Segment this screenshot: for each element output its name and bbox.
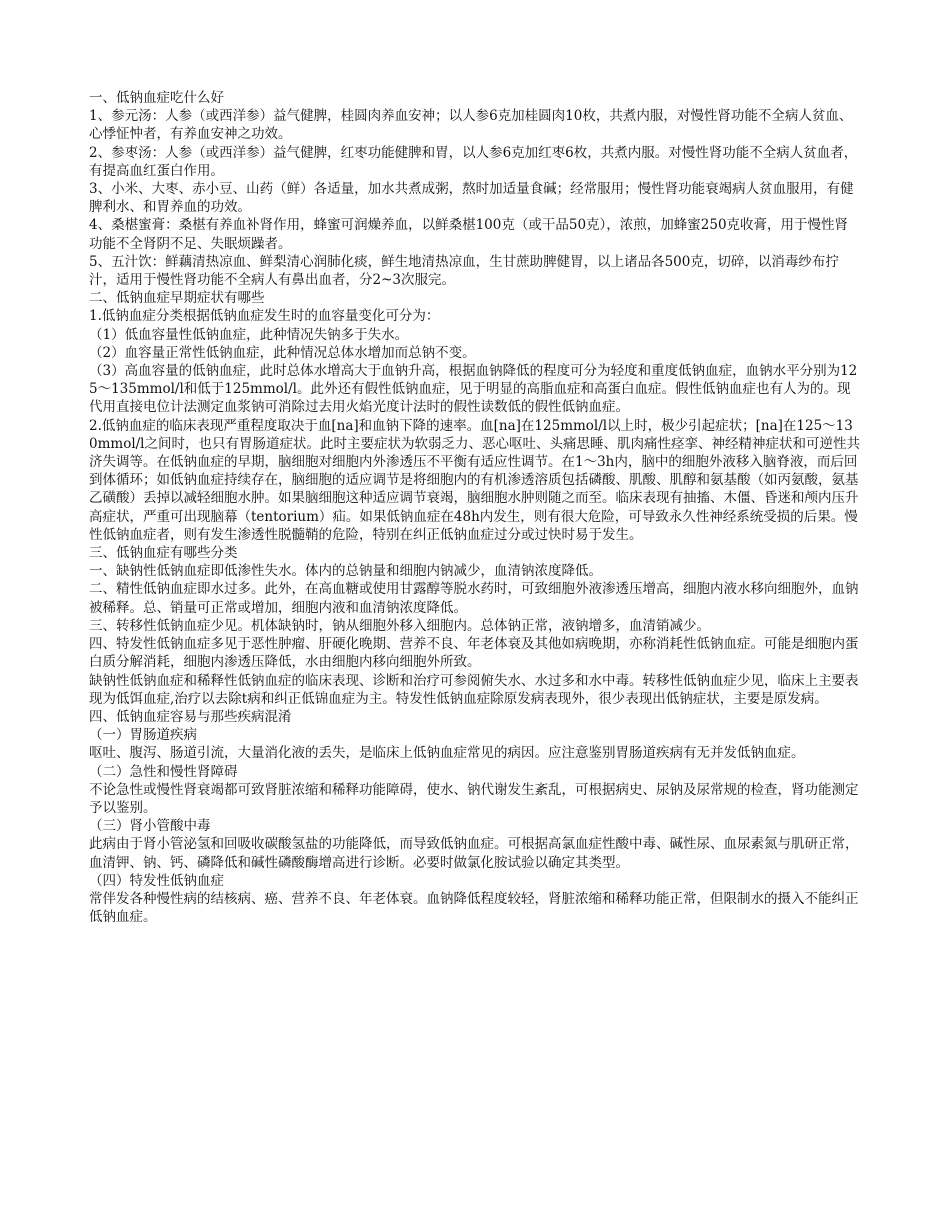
paragraph: 三、转移性低钠血症少见。机体缺钠时，钠从细胞外移入细胞内。总体钠正常，液钠增多，血清销减少。 [89,617,710,634]
subsection-heading: （三）肾小管酸中毒 [89,818,211,835]
paragraph: 此病由于肾小管泌氢和回吸收碳酸氢盐的功能降低，而导致低钠血症。可根据高氯血症性酸中毒、碱性尿、血尿素氮与肌研正常，血清钾、钠、钙、磷降低和碱性磷酸酶增高进行诊断。必要时做氯化胺试验以确定其类型。 [89,836,859,871]
paragraph: 一、缺钠性低钠血症即低渗性失水。体内的总钠量和细胞内钠减少，血清钠浓度降低。 [89,563,602,580]
paragraph: （3）高血容量的低钠血症，此时总体水增高大于血钠升高，根据血钠降低的程度可分为轻度和重度低钠血症，血钠水平分别为125～135mmol/l和低于125mmol/l。此外还有假性低钠血症，见于明显的高脂血症和高蛋白血症。假性低钠血症也有人为的。现代用直接电位计法测定血浆钠可消除过去用火焰光度计法时的假性读数低的假性低钠血症。 [89,363,858,416]
paragraph: 3、小米、大枣、赤小豆、山药（鲜）各适量，加水共煮成粥，熬时加适量食碱；经常服用；慢性肾功能衰竭病人贫血服用，有健脾利水、和胃养血的功效。 [89,181,854,216]
section-heading: 二、低钠血症早期症状有哪些 [89,290,265,307]
subsection-heading: （一）胃肠道疾病 [89,727,197,744]
subsection-heading: （四）特发性低钠血症 [89,872,224,889]
paragraph: 常伴发各种慢性病的结核病、癌、营养不良、年老体衰。血钠降低程度较轻，肾脏浓缩和稀释功能正常，但限制水的摄入不能纠正低钠血症。 [89,890,859,926]
paragraph: 不论急性或慢性肾衰竭都可致肾脏浓缩和稀释功能障碍，使水、钠代谢发生紊乱，可根据病史、尿钠及尿常规的检查，肾功能测定予以鉴别。 [89,781,859,816]
paragraph: 二、精性低钠血症即水过多。此外，在高血糖或使用甘露醇等脱水药时，可致细胞外液渗透压增高，细胞内液水移向细胞外，血钠被稀释。总、销量可正常或增加，细胞内液和血清钠浓度降低。 [89,581,859,616]
paragraph: （1）低血容量性低钠血症，此种情况失钠多于失水。 [89,326,409,343]
paragraph: 四、特发性低钠血症多见于恶性肿瘤、肝硬化晚期、营养不良、年老体衰及其他如病晚期，亦称消耗性低钠血症。可能是细胞内蛋白质分解消耗，细胞内渗透压降低，水由细胞内移向细胞外所致。 [89,636,859,671]
paragraph: 1、参元汤：人参（或西洋参）益气健脾，桂圆肉养血安神；以人参6克加桂圆肉10枚，共煮内服，对慢性肾功能不全病人贫血、心悸怔忡者，有养血安神之功效。 [89,108,853,143]
section-heading: 三、低钠血症有哪些分类 [89,545,238,562]
paragraph: 2、参枣汤：人参（或西洋参）益气健脾，红枣功能健脾和胃，以人参6克加红枣6枚，共煮内服。对慢性肾功能不全病人贫血者，有提高血红蛋白作用。 [89,144,858,179]
paragraph: 1.低钠血症分类根据低钠血症发生时的血容量变化可分为： [89,308,440,325]
paragraph: 5、五汁饮：鲜藕清热凉血、鲜梨清心润肺化痰，鲜生地清热凉血，生甘蔗助脾健胃，以上诸品各500克，切碎，以消毒纱布拧汁，适用于慢性肾功能不全病人有鼻出血者，分2~3次服完。 [89,253,839,289]
section-heading: 一、低钠血症吃什么好 [89,90,224,106]
subsection-heading: （二）急性和慢性肾障碍 [89,763,238,780]
paragraph: （2）血容量正常性低钠血症，此种情况总体水增加而总钠不变。 [89,344,476,361]
paragraph: 2.低钠血症的临床表现严重程度取决于血[na]和血钠下降的速率。血[na]在125mmol/l以上时，极少引起症状；[na]在125～130mmol/l之间时，也只有胃肠道症状。此时主要症状为软弱乏力、恶心呕吐、头痛思睡、肌肉痛性痉挛、神经精神症状和可逆性共济失调等。在低钠血症的早期，脑细胞对细胞内外渗透压不平衡有适应性调节。在1～3h内，脑中的细胞外液移入脑脊液，而后回到体循环；如低钠血症持续存在，脑细胞的适应调节是将细胞内的有机渗透溶质包括磷酸、肌酸、肌醇和氨基酸（如丙氨酸，氨基乙磺酸）丢掉以减轻细胞水肿。如果脑细胞这种适应调节衰竭，脑细胞水肿则随之而至。临床表现有抽搐、木僵、昏迷和颅内压升高症状，严重可出现脑幕（tentorium）疝。如果低钠血症在48h内发生，则有很大危险，可导致永久性神经系统受损的后果。慢性低钠血症者，则有发生渗透性脱髓鞘的危险，特别在纠正低钠血症过分或过快时易于发生。 [89,417,861,543]
paragraph: 缺钠性低钠血症和稀释性低钠血症的临床表现、诊断和治疗可参阅俯失水、水过多和水中毒。转移性低钠血症少见，临床上主要表现为低饵血症,治疗以去除t病和纠正低锦血症为主。特发性低钠血症除原发病表现外，很少表现出低钠症状，主要是原发病。 [89,672,859,707]
document-body [89,89,861,926]
section-heading: 四、低钠血症容易与那些疾病混淆 [89,708,292,725]
paragraph: 呕吐、腹泻、肠道引流，大量消化液的丢失，是临床上低钠血症常见的病因。应注意鉴别胃肠道疾病有无并发低钠血症。 [89,745,805,762]
paragraph: 4、桑椹蜜膏：桑椹有养血补肾作用，蜂蜜可润燥养血，以鲜桑椹100克（或干品50克），浓煎，加蜂蜜250克收膏，用于慢性肾功能不全肾阴不足、失眠烦躁者。 [89,217,849,252]
